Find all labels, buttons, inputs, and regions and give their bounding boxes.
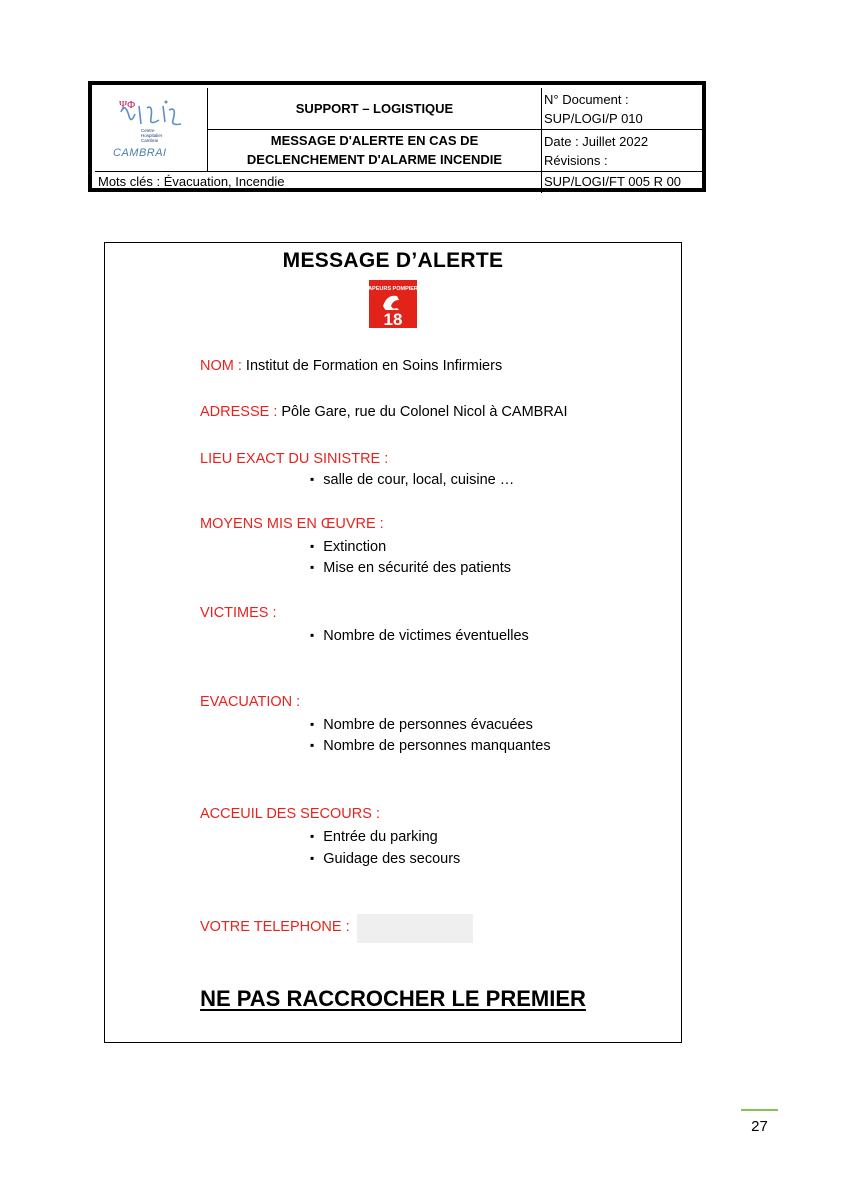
svg-text:Cambrai: Cambrai [141,138,159,143]
document-revisions: Révisions : [544,153,608,168]
page-number: 27 [751,1118,768,1135]
logo-text: CAMBRAI [113,147,167,159]
header-title-line2: DECLENCHEMENT D'ALARME INCENDIE [246,152,503,167]
poster-title: MESSAGE D’ALERTE [282,249,504,272]
list-item: ▪ Nombre de personnes manquantes [310,738,551,754]
fire-brigade-18-icon [364,280,422,329]
svg-text:Centre: Centre [141,128,155,133]
document-date: Date : Juillet 2022 [544,134,649,149]
svg-text:SAPEURS POMPIERS: SAPEURS POMPIERS [364,286,422,292]
logo-cell [95,88,207,171]
document-number: SUP/LOGI/P 010 [544,111,643,126]
header-title-line1: MESSAGE D'ALERTE EN CAS DE [270,133,479,148]
document-header-table [88,81,706,192]
section-label-victimes: VICTIMES : [200,605,277,621]
adresse-line [200,404,568,420]
form-code: SUP/LOGI/FT 005 R 00 [544,174,682,189]
list-item: ▪ salle de cour, local, cuisine … [310,472,514,488]
nom-value: Institut de Formation en Soins Infirmiers [245,358,503,374]
phone-label: VOTRE TELEPHONE : [200,919,350,935]
document-number-label: N° Document : [544,92,629,107]
section-label-lieu: LIEU EXACT DU SINISTRE : [200,451,389,467]
nom-line [200,358,502,374]
alert-message-poster [104,242,682,1043]
header-title-top: SUPPORT – LOGISTIQUE [295,101,454,116]
nom-label: NOM : [200,358,242,374]
list-item: ▪ Nombre de personnes évacuées [310,717,533,733]
document-number-cell [544,90,704,128]
list-item: ▪ Guidage des secours [310,851,460,867]
adresse-label: ADRESSE : [200,404,278,420]
list-item: ▪ Entrée du parking [310,829,438,845]
svg-text:ΨΦ: ΨΦ [119,99,136,111]
list-item: ▪ Extinction [310,539,386,555]
do-not-hang-up-message: NE PAS RACCROCHER LE PREMIER [200,986,586,1011]
svg-text:Hospitalier: Hospitalier [141,133,163,138]
page-number-rule [741,1109,778,1111]
section-label-moyens: MOYENS MIS EN ŒUVRE : [200,516,384,532]
adresse-value: Pôle Gare, rue du Colonel Nicol à CAMBRAI [281,404,568,420]
list-item: ▪ Mise en sécurité des patients [310,560,511,576]
phone-number-field [357,914,473,943]
list-item: ▪ Nombre de victimes éventuelles [310,628,529,644]
date-revision-cell [544,132,704,170]
keywords: Mots clés : Évacuation, Incendie [98,174,285,189]
divider [541,88,542,193]
svg-text:18: 18 [383,310,403,329]
section-label-evacuation: EVACUATION : [200,694,301,710]
header-title-bottom [208,130,541,171]
section-label-accueil: ACCEUIL DES SECOURS : [200,806,380,822]
